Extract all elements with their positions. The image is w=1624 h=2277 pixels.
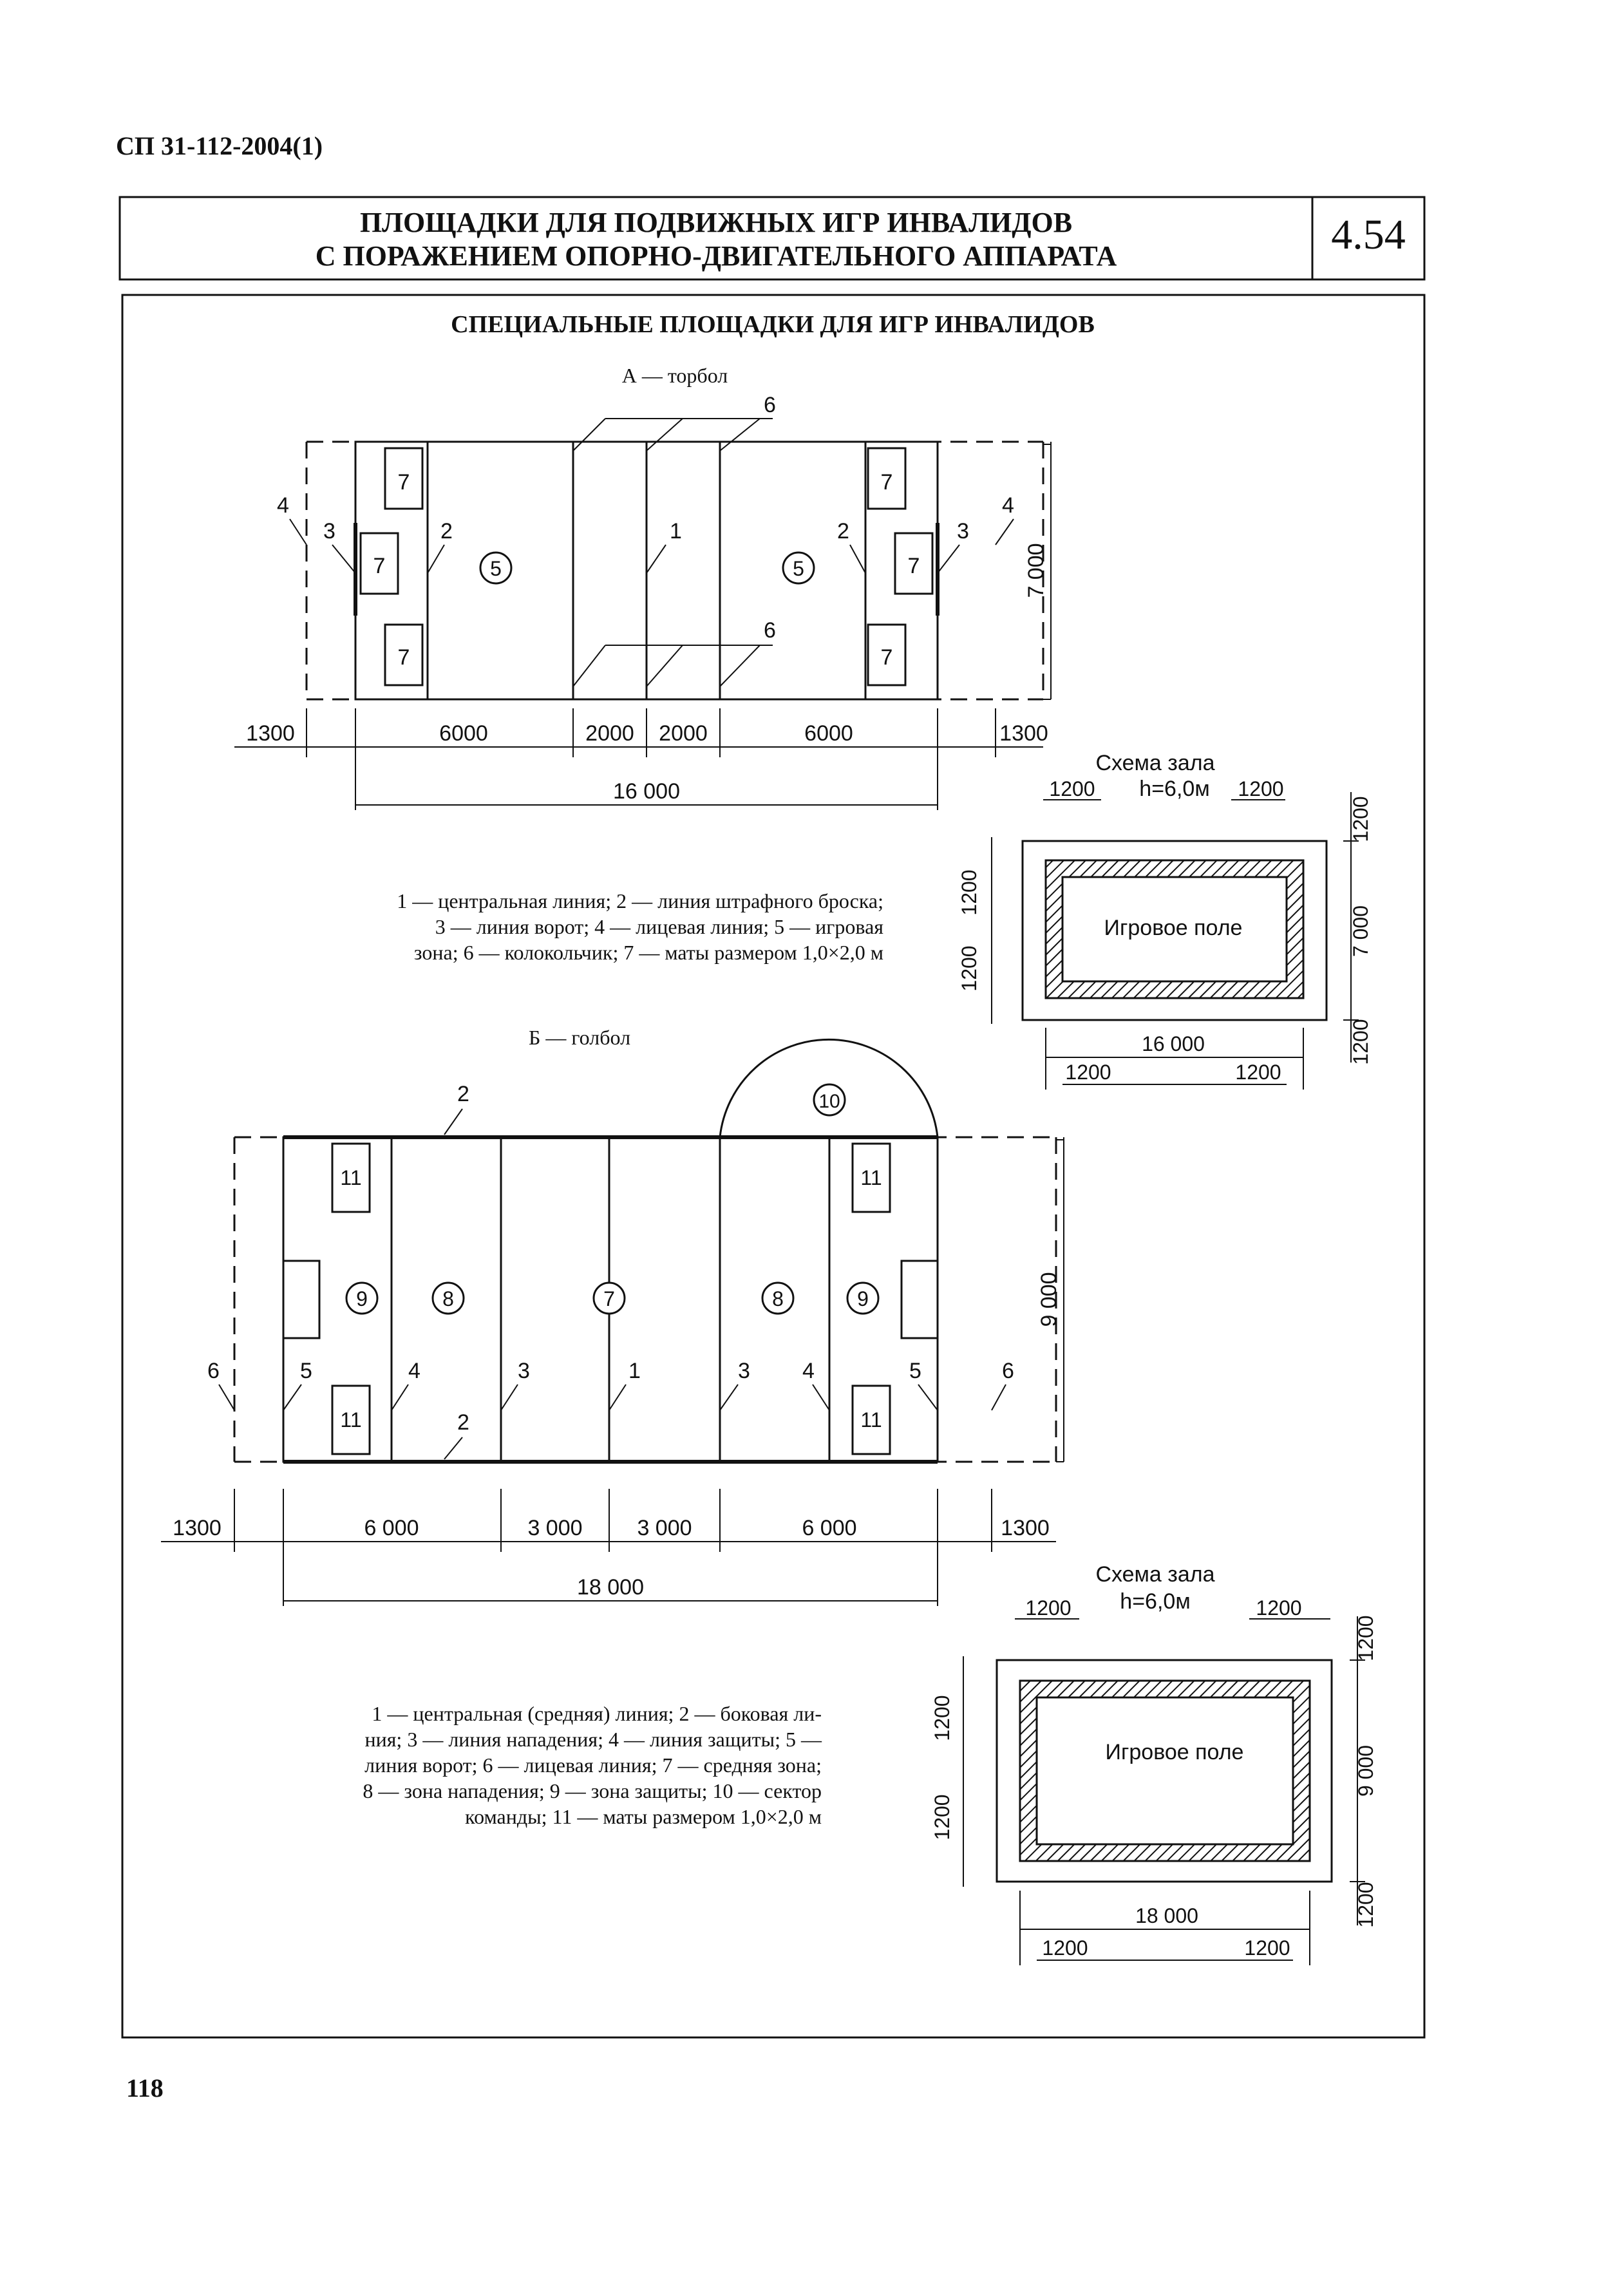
svg-text:9 000: 9 000 (1354, 1744, 1377, 1797)
svg-text:18 000: 18 000 (1135, 1904, 1198, 1927)
svg-text:7: 7 (397, 470, 410, 495)
svg-text:6: 6 (764, 393, 776, 417)
svg-text:h=6,0м: h=6,0м (1120, 1589, 1191, 1614)
svg-text:1300: 1300 (246, 721, 295, 746)
svg-text:2: 2 (837, 519, 849, 543)
svg-text:7: 7 (397, 645, 410, 670)
goalball-hall-scheme (930, 1562, 1377, 1965)
svg-text:16 000: 16 000 (1142, 1032, 1205, 1055)
svg-text:18 000: 18 000 (577, 1575, 644, 1600)
svg-text:1200: 1200 (1349, 1019, 1372, 1065)
svg-text:6: 6 (1002, 1359, 1014, 1383)
sheet-number: 4.54 (1331, 211, 1406, 258)
svg-text:Схема зала: Схема зала (1095, 751, 1215, 775)
svg-text:1200: 1200 (1042, 1936, 1088, 1960)
svg-text:2: 2 (457, 1082, 469, 1106)
svg-text:1200: 1200 (1256, 1596, 1302, 1620)
section-title: СПЕЦИАЛЬНЫЕ ПЛОЩАДКИ ДЛЯ ИГР ИНВАЛИДОВ (451, 311, 1095, 338)
svg-text:h=6,0м: h=6,0м (1139, 777, 1210, 801)
svg-text:7: 7 (907, 554, 920, 578)
svg-text:11: 11 (340, 1408, 362, 1431)
svg-text:4: 4 (1002, 493, 1014, 518)
svg-text:9 000: 9 000 (1037, 1272, 1061, 1327)
svg-text:2000: 2000 (659, 721, 708, 746)
svg-text:9: 9 (356, 1287, 368, 1310)
torball-caption: А — торбол (621, 364, 728, 387)
svg-text:1300: 1300 (173, 1516, 222, 1540)
svg-text:1300: 1300 (1001, 1516, 1050, 1540)
svg-text:Схема зала: Схема зала (1095, 1562, 1215, 1587)
svg-text:5: 5 (300, 1359, 312, 1383)
svg-text:3: 3 (738, 1359, 750, 1383)
legend-line: зона; 6 — колокольчик; 7 — маты размером 1,0×2,0 м (413, 941, 883, 964)
svg-text:6000: 6000 (804, 721, 853, 746)
svg-text:11: 11 (860, 1166, 882, 1189)
svg-text:7: 7 (373, 554, 386, 578)
svg-text:1200: 1200 (930, 1695, 954, 1741)
legend-line: линия ворот; 6 — лицевая линия; 7 — средняя зона; (364, 1753, 822, 1777)
svg-text:4: 4 (802, 1359, 815, 1383)
svg-text:7: 7 (880, 470, 893, 495)
svg-text:1200: 1200 (1025, 1596, 1072, 1620)
torball-diagram (234, 364, 1051, 810)
svg-text:3 000: 3 000 (527, 1516, 583, 1540)
svg-text:11: 11 (340, 1166, 362, 1189)
svg-text:10: 10 (818, 1091, 840, 1112)
svg-text:2: 2 (440, 519, 453, 543)
svg-text:7: 7 (880, 645, 893, 670)
svg-text:1200: 1200 (1065, 1061, 1111, 1084)
playing-field (1037, 1697, 1293, 1844)
svg-text:1200: 1200 (958, 869, 981, 916)
svg-text:5: 5 (793, 557, 804, 580)
legend-line: 3 — линия ворот; 4 — лицевая линия; 5 — игровая (435, 915, 883, 938)
svg-text:1200: 1200 (1049, 777, 1095, 800)
goalball-caption: Б — голбол (528, 1026, 631, 1049)
svg-text:7 000: 7 000 (1024, 543, 1048, 598)
svg-text:1200: 1200 (1244, 1936, 1290, 1960)
svg-text:6000: 6000 (439, 721, 488, 746)
torball-hall-scheme (958, 751, 1372, 1090)
svg-text:3: 3 (323, 519, 335, 543)
svg-text:4: 4 (408, 1359, 420, 1383)
svg-text:11: 11 (860, 1408, 882, 1431)
svg-text:2000: 2000 (585, 721, 634, 746)
legend-line: 1 — центральная (средняя) линия; 2 — боковая ли- (372, 1702, 822, 1725)
svg-text:Игровое поле: Игровое поле (1104, 916, 1243, 940)
svg-text:9: 9 (857, 1287, 869, 1310)
svg-text:8: 8 (772, 1287, 784, 1310)
svg-text:1200: 1200 (1354, 1882, 1377, 1928)
svg-text:6: 6 (764, 618, 776, 643)
svg-text:1: 1 (670, 519, 682, 543)
svg-text:7 000: 7 000 (1349, 905, 1372, 958)
title-line-1: ПЛОЩАДКИ ДЛЯ ПОДВИЖНЫХ ИГР ИНВАЛИДОВ (359, 207, 1073, 238)
svg-text:3: 3 (957, 519, 969, 543)
svg-text:3: 3 (518, 1359, 530, 1383)
svg-text:1200: 1200 (930, 1794, 954, 1840)
svg-text:7: 7 (603, 1287, 615, 1310)
svg-text:Игровое поле: Игровое поле (1105, 1740, 1244, 1764)
svg-text:3 000: 3 000 (637, 1516, 692, 1540)
svg-text:5: 5 (909, 1359, 921, 1383)
legend-line: 1 — центральная линия; 2 — линия штрафного броска; (397, 889, 883, 912)
goalball-diagram (161, 1026, 1064, 1606)
svg-text:1300: 1300 (999, 721, 1048, 746)
legend-line: ния; 3 — линия нападения; 4 — линия защиты; 5 — (364, 1728, 822, 1751)
torball-legend (397, 889, 883, 964)
svg-text:4: 4 (277, 493, 289, 518)
svg-text:6 000: 6 000 (364, 1516, 419, 1540)
svg-text:1200: 1200 (1238, 777, 1284, 800)
svg-text:2: 2 (457, 1410, 469, 1435)
title-line-2: С ПОРАЖЕНИЕМ ОПОРНО-ДВИГАТЕЛЬНОГО АППАРАТА (315, 240, 1117, 272)
svg-text:6 000: 6 000 (802, 1516, 857, 1540)
document-code: СП 31-112-2004(1) (116, 131, 323, 160)
svg-text:8: 8 (442, 1287, 454, 1310)
page-number: 118 (126, 2074, 164, 2102)
svg-text:6: 6 (207, 1359, 220, 1383)
svg-text:1200: 1200 (1235, 1061, 1281, 1084)
goalball-legend (363, 1702, 822, 1828)
svg-text:1200: 1200 (1349, 796, 1372, 842)
svg-text:5: 5 (490, 557, 502, 580)
svg-text:1: 1 (628, 1359, 641, 1383)
svg-text:1200: 1200 (1354, 1615, 1377, 1661)
legend-line: 8 — зона нападения; 9 — зона защиты; 10 — сектор (363, 1779, 822, 1802)
svg-text:16 000: 16 000 (613, 779, 680, 804)
svg-text:1200: 1200 (958, 945, 981, 992)
legend-line: команды; 11 — маты размером 1,0×2,0 м (465, 1805, 822, 1828)
